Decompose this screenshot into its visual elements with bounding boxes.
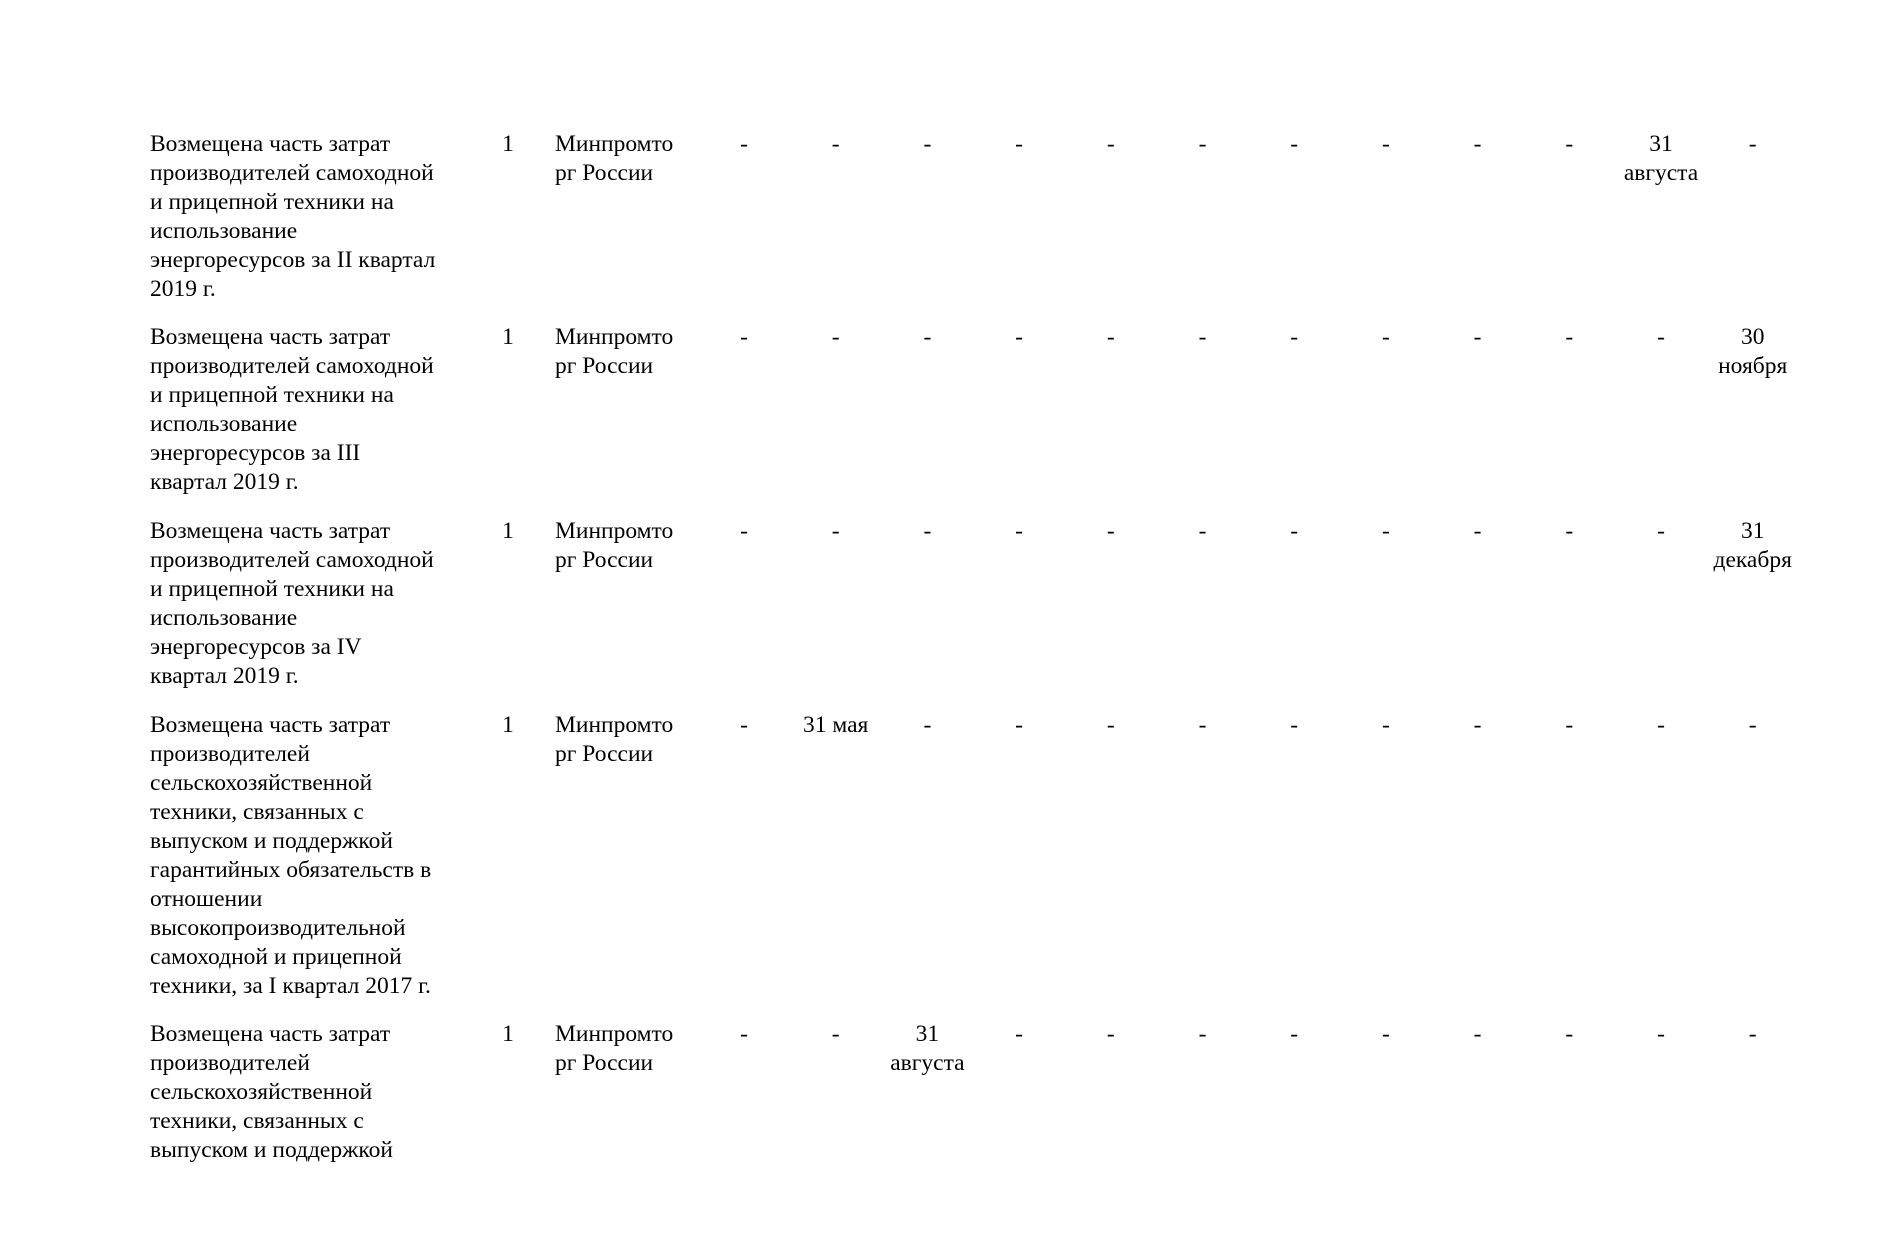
date-cell: - [740,1021,748,1047]
row-description: Возмещена часть затрат производителей сельскохозяйственной техники, связанных с выпуском и поддержкой гарантийных обязательств в отношении высокопроизводительной самоходной и прицепной техники, за I квартал 2017 г. [150,712,432,999]
date-cell: - [1106,518,1115,544]
date-cell: - [1290,131,1299,157]
date-cell: - [1565,518,1574,544]
date-cell: - [1565,131,1574,157]
row-description: Возмещена часть затрат производителей самоходной и прицепной техники на использование энергоресурсов за IV квартал 2019 г. [150,518,434,689]
date-cell: - [1015,131,1023,157]
table-row [0,711,1900,999]
row-number: 1 [502,131,514,157]
row-responsible: Минпромто рг России [555,712,674,767]
row-description: Возмещена часть затрат производителей сельскохозяйственной техники, связанных с выпуском и поддержкой [150,1021,393,1163]
date-cell: - [1290,1021,1299,1047]
date-cell: - [1015,1021,1023,1047]
date-cell: - [1748,131,1757,157]
date-cell: - [1198,324,1207,350]
date-cell: - [831,1021,840,1047]
table-row [0,1020,1900,1163]
row-responsible: Минпромто рг России [555,324,674,379]
date-cell: - [1473,518,1482,544]
row-number: 1 [502,1021,514,1047]
date-cell: - [1106,712,1115,738]
date-cell: - [1657,518,1665,544]
row-number: 1 [502,712,514,738]
row-number: 1 [502,324,514,350]
row-number: 1 [502,518,514,544]
date-cell: - [1106,1021,1115,1047]
table-row [0,323,1900,495]
date-cell: - [1198,1021,1207,1047]
date-cell: - [1015,712,1023,738]
date-cell: - [1565,712,1574,738]
date-cell: - [740,324,748,350]
date-cell: - [1015,518,1023,544]
date-cell: - [1198,131,1207,157]
date-cell: - [831,518,840,544]
table-row [0,130,1900,302]
date-cell: - [1198,712,1207,738]
date-cell: - [1473,131,1482,157]
date-cell: - [1106,324,1115,350]
date-cell: - [1381,712,1390,738]
date-cell: - [740,712,748,738]
date-cell: - [1198,518,1207,544]
date-cell: - [1473,1021,1482,1047]
date-cell: 31 декабря [1713,518,1792,573]
date-cell: - [1381,518,1390,544]
date-cell: - [923,131,932,157]
row-description: Возмещена часть затрат производителей самоходной и прицепной техники на использование энергоресурсов за III квартал 2019 г. [150,324,434,495]
date-cell: - [1290,712,1299,738]
date-cell: - [923,324,932,350]
date-cell: - [1473,712,1482,738]
date-cell: - [740,518,748,544]
date-cell: - [1015,324,1023,350]
date-cell: 31 августа [890,1021,965,1076]
date-cell: - [1381,131,1390,157]
date-cell: - [1106,131,1115,157]
date-cell: - [923,518,932,544]
row-responsible: Минпромто рг России [555,518,674,573]
date-cell: - [740,131,748,157]
date-cell: - [1748,712,1757,738]
date-cell: - [1748,1021,1757,1047]
date-cell: - [1381,1021,1390,1047]
row-responsible: Минпромто рг России [555,131,674,186]
table-row [0,517,1900,689]
date-cell: - [1565,324,1574,350]
date-cell: 30 ноября [1718,324,1788,379]
date-cell: - [1381,324,1390,350]
date-cell: 31 мая [803,712,869,738]
date-cell: - [831,324,840,350]
date-cell: - [1290,324,1299,350]
date-cell: - [1565,1021,1574,1047]
date-cell: - [831,131,840,157]
date-cell: - [1657,324,1665,350]
date-cell: - [1473,324,1482,350]
date-cell: - [1657,712,1665,738]
row-responsible: Минпромто рг России [555,1021,674,1076]
date-cell: 31 августа [1623,131,1699,186]
date-cell: - [923,712,932,738]
date-cell: - [1290,518,1299,544]
row-description: Возмещена часть затрат производителей самоходной и прицепной техники на использование энергоресурсов за II квартал 2019 г. [150,131,436,302]
date-cell: - [1657,1021,1665,1047]
